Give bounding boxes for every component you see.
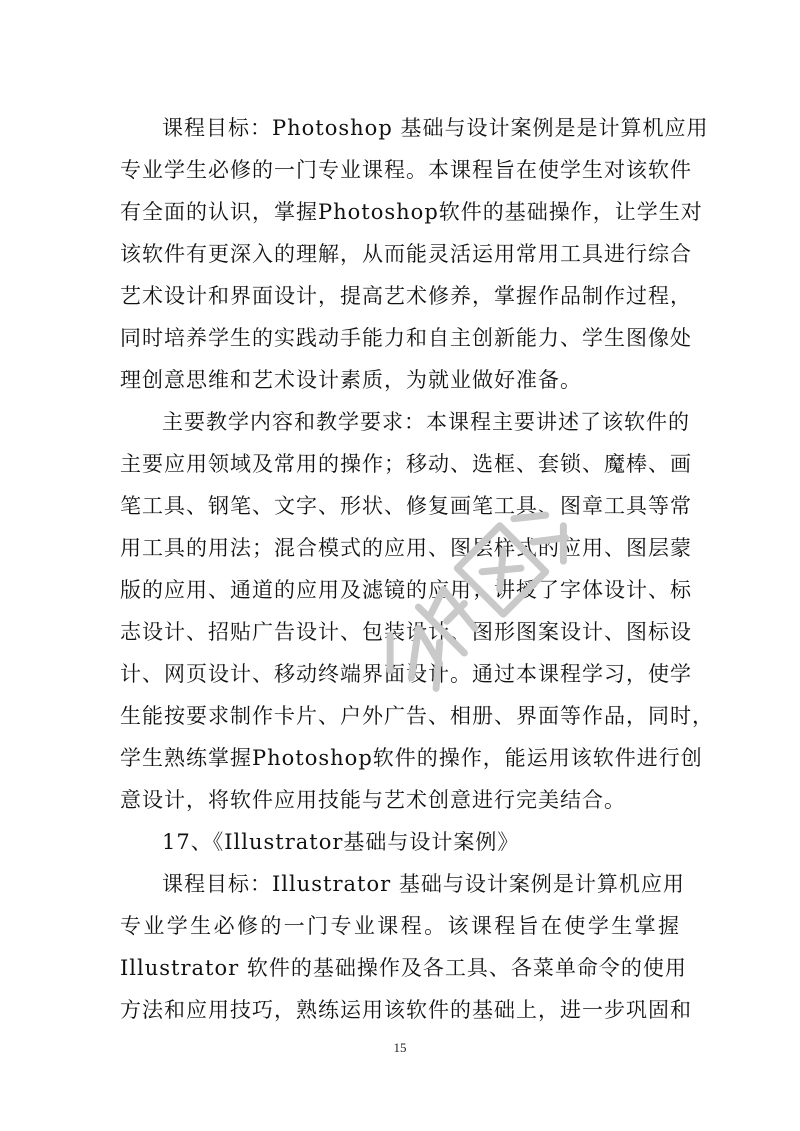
paragraph-line: 有全面的认识，掌握Photoshop软件的基础操作，让学生对 xyxy=(120,200,703,224)
paragraph-line: 专业学生必修的一门专业课程。本课程旨在使学生对该软件 xyxy=(120,158,692,182)
paragraph-line: 计、网页设计、移动终端界面设计。通过本课程学习，使学 xyxy=(120,662,692,686)
paragraph-line: 该软件有更深入的理解，从而能灵活运用常用工具进行综合 xyxy=(120,242,692,266)
paragraph-line: 主要应用领域及常用的操作；移动、选框、套锁、魔棒、画 xyxy=(120,452,692,476)
paragraph-line: 课程目标：Photoshop 基础与设计案例是是计算机应用 xyxy=(162,116,709,140)
paragraph-line: 课程目标：Illustrator 基础与设计案例是计算机应用 xyxy=(162,872,685,896)
paragraph-line: Illustrator 软件的基础操作及各工具、各菜单命令的使用 xyxy=(120,956,687,980)
paragraph-line: 志设计、招贴广告设计、包装设计、图形图案设计、图标设 xyxy=(120,620,692,644)
paragraph-line: 艺术设计和界面设计，提高艺术修养，掌握作品制作过程， xyxy=(120,284,692,308)
section-heading: 17、《Illustrator基础与设计案例》 xyxy=(162,830,520,854)
paragraph-line: 用工具的用法；混合模式的应用、图层样式的应用、图层蒙 xyxy=(120,536,692,560)
paragraph-line: 主要教学内容和教学要求：本课程主要讲述了该软件的 xyxy=(162,410,690,434)
paragraph-line: 生能按要求制作卡片、户外广告、相册、界面等作品，同时， xyxy=(120,704,714,728)
paragraph-line: 笔工具、钢笔、文字、形状、修复画笔工具、图章工具等常 xyxy=(120,494,692,518)
paragraph-line: 版的应用、通道的应用及滤镜的应用；讲授了字体设计、标 xyxy=(120,578,692,602)
paragraph-line: 意设计，将软件应用技能与艺术创意进行完美结合。 xyxy=(120,788,626,812)
paragraph-line: 方法和应用技巧，熟练运用该软件的基础上，进一步巩固和 xyxy=(120,998,692,1022)
paragraph-line: 学生熟练掌握Photoshop软件的操作，能运用该软件进行创 xyxy=(120,746,703,770)
page-number: 15 xyxy=(393,1040,407,1055)
paragraph-line: 理创意思维和艺术设计素质，为就业做好准备。 xyxy=(120,368,582,392)
paragraph-line: 同时培养学生的实践动手能力和自主创新能力、学生图像处 xyxy=(120,326,692,350)
paragraph-line: 专业学生必修的一门专业课程。该课程旨在使学生掌握 xyxy=(120,914,680,938)
